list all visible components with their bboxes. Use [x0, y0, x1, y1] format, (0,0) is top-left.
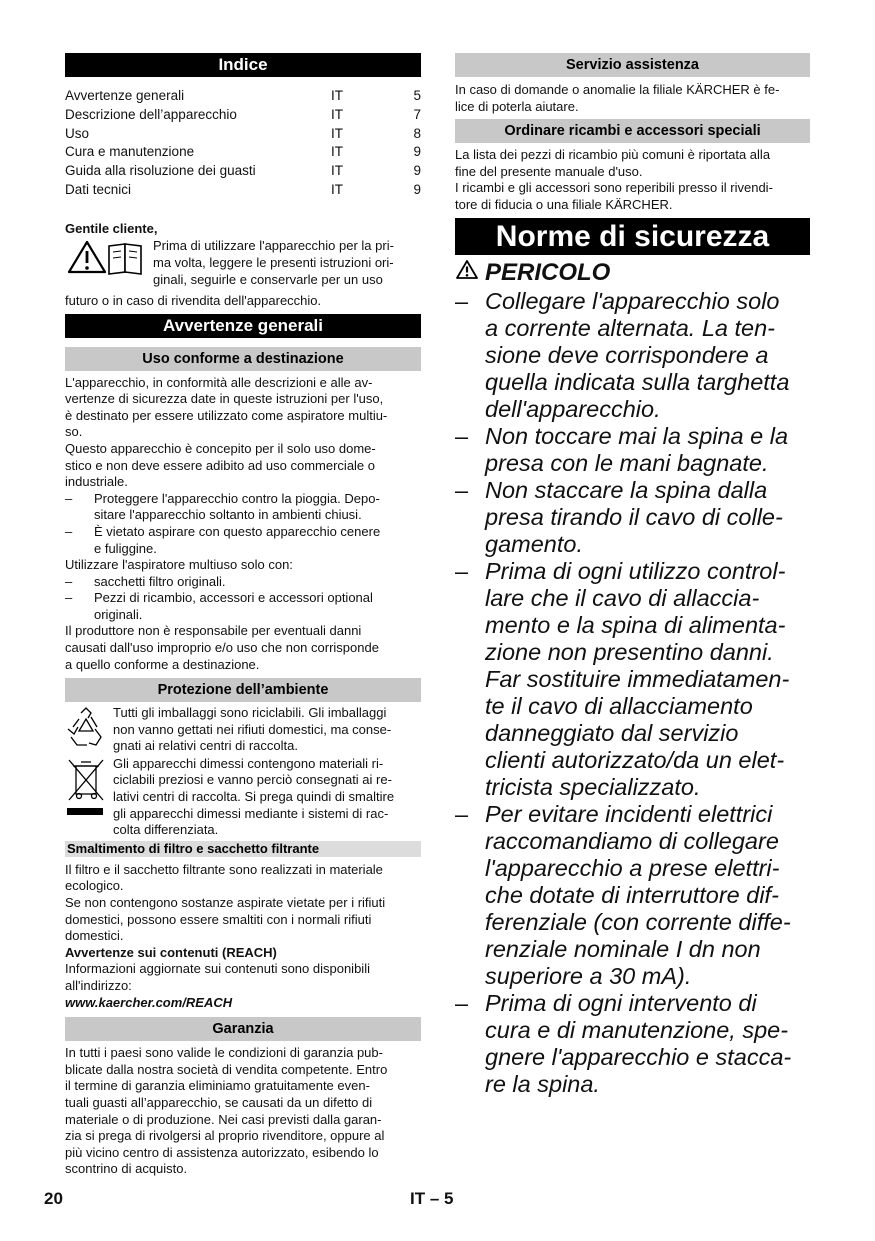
text-line: danneggiato dal servizio — [485, 719, 739, 746]
toc-lang: IT — [331, 144, 343, 160]
text-line: ferenziale (con corrente diffe- — [485, 908, 791, 935]
text-line: sione deve corrispondere a — [485, 341, 769, 368]
garanzia-body — [65, 1045, 421, 1178]
toc-page: 7 — [413, 106, 421, 122]
dash: – — [455, 989, 469, 1016]
subsection-header-servizio: Servizio assistenza — [455, 53, 810, 77]
text-line: Informazioni aggiornate sui contenuti sono disponibili — [65, 961, 370, 977]
text-line: gamento. — [485, 530, 583, 557]
text-line: non vanno gettati nei rifiuti domestici, ma conse- — [113, 721, 392, 737]
text-line: sitare l'apparecchio soltanto in ambienti chiusi. — [94, 507, 362, 523]
text-line: Prima di ogni intervento di — [485, 989, 757, 1016]
text-line: dell'apparecchio. — [485, 395, 661, 422]
dash: – — [455, 422, 469, 449]
right-column — [455, 53, 810, 1098]
subsection-header-smaltimento: Smaltimento di filtro e sacchetto filtrante — [65, 841, 421, 857]
text-line: ciclabili preziosi e vanno perciò consegnati ai re- — [113, 772, 392, 788]
text-line: colta differenziata. — [113, 822, 219, 838]
dash: – — [455, 476, 469, 503]
text-line: industriale. — [65, 474, 128, 490]
text-line: lativi centri di raccolta. Si prega quindi di smaltire — [113, 789, 395, 805]
text-line: presa con le mani bagnate. — [485, 449, 769, 476]
toc-lang: IT — [331, 181, 343, 197]
text-line: In tutti i paesi sono valide le condizioni di garanzia pub- — [65, 1045, 383, 1061]
toc-page: 5 — [413, 88, 421, 103]
section-header-indice: Indice — [65, 53, 421, 77]
text-line: quella indicata sulla targhetta — [485, 368, 790, 395]
text-line: Per evitare incidenti elettrici — [485, 800, 773, 827]
subsection-header-uso-conforme: Uso conforme a destinazione — [65, 347, 421, 371]
text-line: originali. — [94, 606, 143, 622]
section-header-avvertenze: Avvertenze generali — [65, 314, 421, 338]
list-item — [455, 990, 810, 1098]
toc-title: Descrizione dell’apparecchio — [65, 106, 237, 122]
text-line: a corrente alternata. La ten- — [485, 314, 776, 341]
text-line: renziale nominale I dn non — [485, 935, 761, 962]
dash: – — [455, 800, 469, 827]
text-line: gli apparecchi dimessi mediante i sistemi di rac- — [113, 805, 389, 821]
text-line: Se non contengono sostanze aspirate vietate per i rifiuti — [65, 895, 386, 910]
toc-title: Dati tecnici — [65, 181, 132, 197]
toc-lang: IT — [331, 163, 343, 179]
subsection-header-ricambi: Ordinare ricambi e accessori speciali — [455, 119, 810, 143]
text-line: superiore a 30 mA). — [485, 962, 692, 989]
text-line: materiale o di produzione. Nei casi previsti dalla garan- — [65, 1111, 382, 1127]
text-line: In caso di domande o anomalie la filiale KÄRCHER è fe- — [455, 82, 780, 97]
text-line: so. — [65, 424, 83, 440]
text-line: Far sostituire immediatamen- — [485, 665, 790, 692]
text-line: La lista dei pezzi di ricambio più comuni è riportata alla — [455, 147, 771, 163]
text-line: Il filtro e il sacchetto filtrante sono realizzati in materiale — [65, 861, 383, 877]
text-line: ma volta, leggere le presenti istruzioni ori- — [153, 254, 394, 270]
text-line: l'apparecchio a prese elettri- — [485, 854, 780, 881]
smaltimento-body — [65, 862, 421, 1011]
list-item — [65, 590, 421, 623]
text-line: Gli apparecchi dimessi contengono materiali ri- — [113, 755, 384, 771]
text-line: Collegare l'apparecchio solo — [485, 287, 780, 314]
list-item — [455, 477, 810, 558]
text-line: Proteggere l'apparecchio contro la pioggia. Depo- — [94, 490, 380, 506]
dash: – — [455, 557, 469, 584]
text-line: stico e non deve essere adibito ad uso commerciale o — [65, 457, 376, 473]
text-line: Questo apparecchio è concepito per il solo uso dome- — [65, 440, 376, 456]
text-line: tore di fiducia o una filiale KÄRCHER. — [455, 196, 673, 212]
toc-title: Avvertenze generali — [65, 88, 185, 103]
text-line: ecologico. — [65, 878, 124, 894]
text-line: re la spina. — [485, 1070, 600, 1097]
toc-title: Cura e manutenzione — [65, 144, 195, 160]
danger-heading — [455, 258, 810, 288]
toc-row[interactable] — [65, 162, 421, 181]
toc-page: 8 — [413, 125, 421, 141]
ambiente-body — [65, 705, 421, 839]
text-line: Prima di ogni utilizzo control- — [485, 557, 786, 584]
text-line: zia si prega di rivolgersi al proprio rivenditore, oppure al — [65, 1128, 385, 1144]
text-line: gnati ai relativi centri di raccolta. — [113, 738, 298, 754]
text-line: lare che il cavo di allaccia- — [485, 584, 760, 611]
list-item — [65, 491, 421, 524]
text-line: Prima di utilizzare l'apparecchio per la pri- — [153, 238, 394, 254]
dash: – — [65, 573, 73, 589]
text-line: Non toccare mai la spina e la — [485, 422, 789, 449]
text-line: cura e di manutenzione, spe- — [485, 1016, 789, 1043]
toc-lang: IT — [331, 106, 343, 122]
recycle-icon — [65, 705, 113, 756]
text-line: domestici. — [65, 928, 124, 944]
servizio-body — [455, 82, 810, 115]
dash: – — [65, 590, 73, 606]
text-line: che dotate di interruttore dif- — [485, 881, 779, 908]
text-line: ginali, seguirle e conservarle per un uso — [153, 271, 383, 287]
text-line: tuali guasti all’apparecchio, se causati da un difetto di — [65, 1094, 373, 1110]
toc-lang: IT — [331, 125, 343, 141]
danger-label: PERICOLO — [485, 258, 611, 286]
text-line: lice di poterla aiutare. — [455, 98, 579, 114]
text-line: Pezzi di ricambio, accessori e accessori optional — [94, 590, 373, 606]
toc-page: 9 — [413, 163, 421, 179]
text-line: È vietato aspirare con questo apparecchio cenere — [94, 523, 381, 539]
text-line: sacchetti filtro originali. — [94, 573, 226, 589]
list-item — [455, 558, 810, 801]
text-line: te il cavo di allacciamento — [485, 692, 753, 719]
text-line: Il produttore non è responsabile per eventuali danni — [65, 623, 362, 639]
text-line: raccomandiamo di collegare — [485, 827, 779, 854]
list-item — [455, 801, 810, 990]
reach-heading: Avvertenze sui contenuti (REACH) — [65, 944, 277, 960]
list-item — [455, 423, 810, 477]
subsection-header-ambiente: Protezione dell’ambiente — [65, 678, 421, 702]
toc-title: Guida alla risoluzione dei guasti — [65, 163, 256, 179]
text-line: domestici, possono essere smaltiti con i normali rifiuti — [65, 911, 372, 927]
subsection-header-garanzia: Garanzia — [65, 1017, 421, 1041]
table-of-contents — [65, 87, 421, 200]
text-line: più vicino centro di assistenza autorizzato, esibendo lo — [65, 1144, 379, 1160]
text-line: all'indirizzo: — [65, 977, 132, 993]
toc-page: 9 — [413, 181, 421, 197]
list-item — [455, 288, 810, 423]
list-item — [65, 524, 421, 557]
uso-conforme-body — [65, 375, 421, 674]
left-column — [65, 53, 421, 1178]
text-line: L'apparecchio, in conformità alle descrizioni e alle av- — [65, 374, 373, 390]
text-line: futuro o in caso di rivendita dell'apparecchio. — [65, 292, 322, 308]
text-line: è destinato per essere utilizzato come aspiratore multiu- — [65, 407, 388, 423]
toc-title: Uso — [65, 125, 90, 141]
text-line: a quello conforme a destinazione. — [65, 656, 260, 672]
text-line: blicate dalla nostra società di vendita competente. Entro — [65, 1061, 388, 1077]
text-line: Non staccare la spina dalla — [485, 476, 768, 503]
toc-lang: IT — [331, 88, 343, 103]
ricambi-body — [455, 147, 810, 213]
text-line: vertenze di sicurezza date in queste istruzioni per l'uso, — [65, 391, 384, 407]
dash: – — [65, 490, 73, 506]
text-line: clienti autorizzato/da un elet- — [485, 746, 785, 773]
toc-row[interactable] — [65, 106, 421, 125]
danger-list — [455, 288, 810, 1098]
gentile-heading: Gentile cliente, — [65, 220, 158, 236]
text-line: zione non presentino danni. — [485, 638, 774, 665]
page-number-right: IT – 5 — [410, 1189, 454, 1208]
text-line: Utilizzare l'aspiratore multiuso solo con: — [65, 557, 293, 573]
text-line: Tutti gli imballaggi sono riciclabili. Gli imballaggi — [113, 705, 387, 721]
toc-row[interactable] — [65, 125, 421, 144]
warning-triangle-icon — [455, 258, 479, 288]
text-line: I ricambi e gli accessori sono reperibili presso il rivendi- — [455, 180, 773, 196]
text-line: gnere l'apparecchio e stacca- — [485, 1043, 792, 1070]
gentile-cliente-block — [65, 221, 421, 310]
toc-row[interactable] — [65, 181, 421, 200]
text-line: causati dall'uso improprio e/o uso che non corrisponde — [65, 640, 379, 656]
reach-link[interactable]: www.kaercher.com/REACH — [65, 994, 233, 1010]
page-number-left: 20 — [44, 1189, 63, 1208]
text-line: presa tirando il cavo di colle- — [485, 503, 783, 530]
toc-page: 9 — [413, 144, 421, 160]
text-line: fine del presente manuale d'uso. — [455, 163, 643, 179]
text-line: il termine di garanzia eliminiamo gratuitamente even- — [65, 1078, 370, 1094]
text-line: tricista specializzato. — [485, 773, 701, 800]
toc-row[interactable] — [65, 143, 421, 162]
text-line: mento e la spina di alimenta- — [485, 611, 786, 638]
toc-row[interactable] — [65, 87, 421, 106]
text-line: scontrino di acquisto. — [65, 1161, 188, 1177]
dash: – — [455, 287, 469, 314]
weee-bin-icon — [65, 756, 113, 839]
dash: – — [65, 523, 73, 539]
section-header-norme: Norme di sicurezza — [455, 218, 810, 255]
text-line: e fuliggine. — [94, 540, 157, 556]
warning-manual-icon — [65, 238, 153, 293]
list-item — [65, 574, 421, 591]
